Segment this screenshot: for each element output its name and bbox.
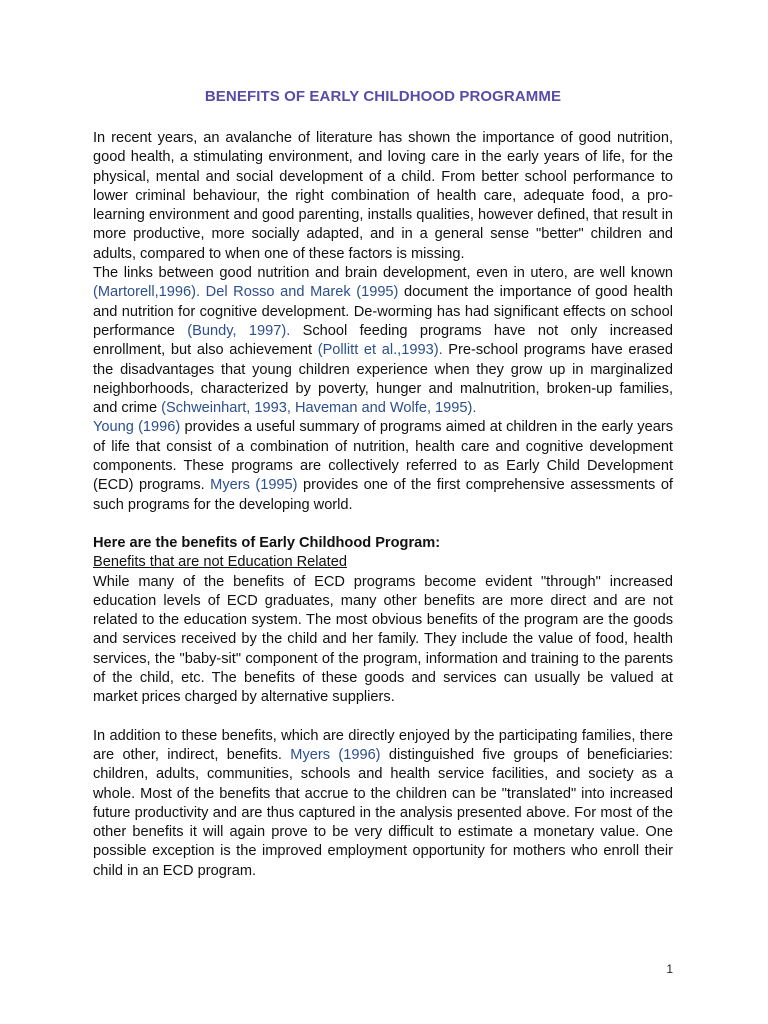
paragraph-text: School feeding programs have not only increased enrollment, but also achievement — [93, 322, 673, 359]
citation: Young (1996) — [93, 419, 181, 436]
paragraph-nutrition-links — [93, 264, 673, 418]
paragraph-indirect-benefits — [93, 727, 673, 881]
paragraph-text: document the importance of good health and nutrition for cognitive development. De-worming has had significant effects on school performance — [93, 284, 673, 339]
page-number: 1 — [666, 962, 673, 976]
spacer — [93, 515, 673, 534]
document-page — [93, 88, 673, 881]
citation: (Schweinhart, 1993, Haveman and Wolfe, 1995). — [161, 400, 477, 417]
paragraph-text: provides a useful summary of programs aimed at children in the early years of life that consist of a combination of nutrition, health care and cognitive development components. These programs are collectively referred to as Early Child Development (ECD) programs. — [93, 419, 673, 494]
citation: (Pollitt et al.,1993). — [317, 342, 443, 359]
citation: Myers (1995) — [210, 477, 298, 494]
paragraph-text: In addition to these benefits, which are directly enjoyed by the participating families, there are other, indirect, benefits. — [93, 727, 673, 763]
citation: (Bundy, 1997). — [187, 322, 291, 339]
paragraph-direct-benefits: While many of the benefits of ECD programs become evident "through" increased education levels of ECD graduates, many other benefits are more direct and are not related to the education system. The most obvious benefits of the program are the goods and services received by the child and her family. They include the value of food, health services, the "baby-sit" component of the program, information and training to the parents of the child, etc. The benefits of these goods and services can usually be valued at market prices charged by alternative suppliers. — [93, 573, 673, 706]
section-heading-non-education: Benefits that are not Education Related — [93, 554, 347, 571]
paragraph-text: Pre-school programs have erased the disadvantages that young children experience when they grow up in marginalized neighborhoods, characterized by poverty, hunger and malnutrition, broken-up families, and crime — [93, 342, 673, 417]
citation: (Martorell,1996). Del Rosso and Marek (1995) — [93, 284, 399, 301]
paragraph-intro: In recent years, an avalanche of literature has shown the importance of good nutrition, good health, a stimulating environment, and loving care in the early years of life, for the physical, mental and social development of a child. From better school performance to lower criminal behaviour, the right combination of health care, adequate food, a pro-learning environment and good parenting, installs qualities, however defined, that result in more productive, more socially adapted, and in a general sense "better" children and adults, compared to when one of these factors is missing. — [93, 130, 673, 262]
paragraph-text: The links between good nutrition and brain development, even in utero, are well known — [93, 265, 673, 282]
paragraph-ecd-programs — [93, 418, 673, 514]
benefits-subheading: Here are the benefits of Early Childhood Program: — [93, 534, 441, 551]
citation: Myers (1996) — [290, 746, 381, 763]
paragraph-text: distinguished five groups of beneficiaries: children, adults, communities, schools and health service facilities, and society as a whole. Most of the benefits that accrue to the children can be "translated" into increased future productivity and are thus captured in the analysis presented above. For most of the other benefits it will again prove to be very difficult to estimate a monetary value. One possible exception is the improved employment opportunity for mothers who enroll their child in an ECD program. — [93, 746, 673, 879]
paragraph-text: provides one of the first comprehensive assessments of such programs for the developing world. — [93, 477, 673, 513]
spacer — [93, 708, 673, 727]
document-title: BENEFITS OF EARLY CHILDHOOD PROGRAMME — [204, 88, 562, 105]
